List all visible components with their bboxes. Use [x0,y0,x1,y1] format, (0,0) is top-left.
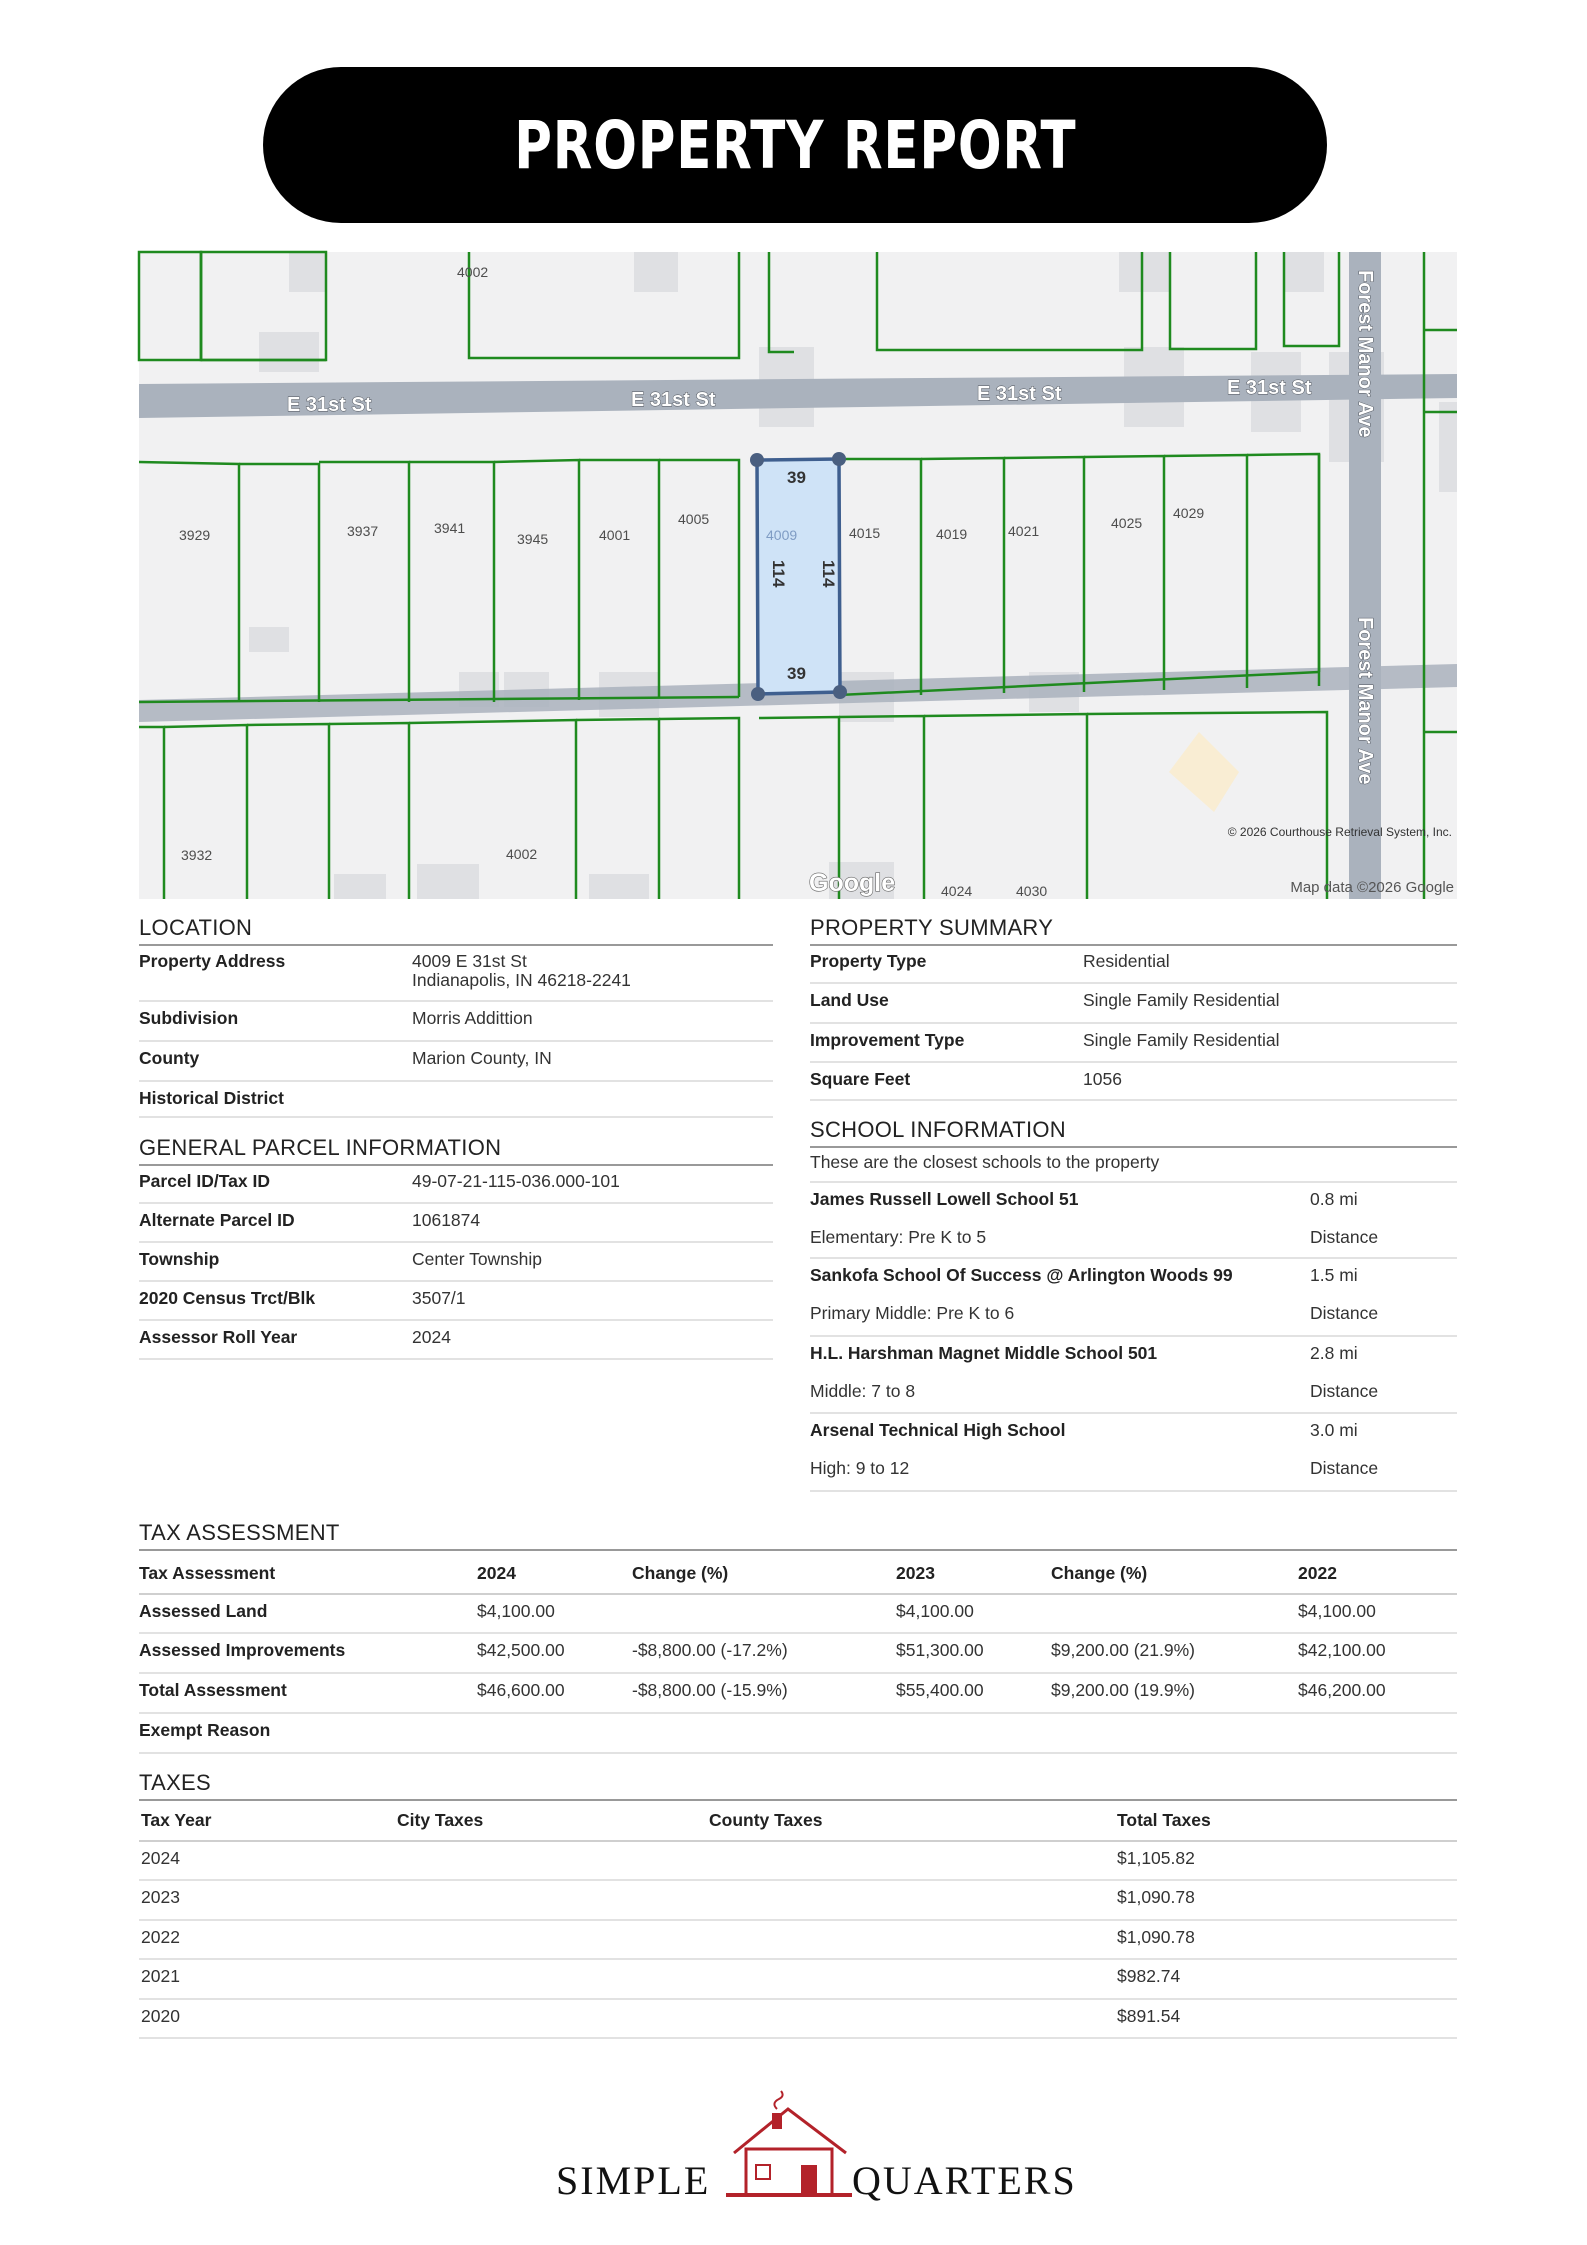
taxes-header [139,1800,1457,1842]
parcel-row [139,1204,773,1243]
parcel-row [139,1321,773,1360]
lot-number: 4029 [1173,505,1205,521]
school-name: H.L. Harshman Magnet Middle School 501 [810,1343,1158,1363]
summary-row [810,1024,1457,1063]
school-level-row [810,1375,1457,1414]
distance-label: Distance [1310,1381,1379,1401]
row-label: Parcel ID/Tax ID [139,1171,270,1191]
street-label: E 31st St [1227,377,1312,399]
lot-number: 4002 [457,264,489,280]
lot-number: 4024 [941,883,973,899]
row-value: 1061874 [412,1210,481,1230]
summary-row [810,1063,1457,1101]
school-name-row [810,1337,1457,1375]
street-label: Forest Manor Ave [1354,617,1376,785]
school-level-row [810,1297,1457,1337]
school-level: Elementary: Pre K to 5 [810,1227,987,1247]
dim-depth-left: 114 [769,560,788,588]
school-name: Arsenal Technical High School [810,1420,1066,1440]
parcel-map [139,252,1457,899]
column-header: 2024 [477,1563,516,1583]
lot-number: 4002 [506,846,538,862]
row-value: 1056 [1083,1069,1122,1089]
distance-label: Distance [1310,1303,1379,1323]
school-section-title: SCHOOL INFORMATION [810,1117,1457,1148]
lot-number: 3941 [434,520,466,536]
row-label: Assessor Roll Year [139,1327,298,1347]
distance-label: Distance [1310,1458,1379,1478]
map-data-credit: Map data ©2026 Google [1290,879,1454,896]
lot-number: 3929 [179,527,211,543]
school-level: High: 9 to 12 [810,1458,910,1478]
row-value: 49-07-21-115-036.000-101 [412,1171,620,1191]
row-label: Subdivision [139,1008,239,1028]
table-row: 2020 $891.54 [139,2000,1457,2039]
taxes-title: TAXES [139,1770,1457,1801]
school-name-row [810,1183,1457,1221]
school-level-row [810,1452,1457,1492]
simple-quarters-logo [556,2095,1077,2205]
table-row: Assessed Land $4,100.00 $4,100.00 $4,100.00 [139,1595,1457,1634]
summary-row [810,945,1457,984]
parcel-row [139,1243,773,1282]
column-header: 2023 [896,1563,935,1583]
row-value: Center Township [412,1249,543,1269]
row-value: 3507/1 [412,1288,466,1308]
location-section-title: LOCATION [139,915,773,946]
table-row: Total Assessment $46,600.00 -$8,800.00 (-15.9%) $55,400.00 $9,200.00 (19.9%) $46,200.00 [139,1674,1457,1714]
lot-number: 4005 [678,511,710,527]
row-label: Land Use [810,990,889,1010]
table-row: 2023 $1,090.78 [139,1881,1457,1921]
table-row: Exempt Reason [139,1714,1457,1754]
column-header: City Taxes [397,1810,484,1830]
school-distance: 3.0 mi [1310,1420,1358,1440]
street-label: Forest Manor Ave [1354,270,1376,438]
table-row: 2021 $982.74 [139,1960,1457,2000]
school-intro-text: These are the closest schools to the property [810,1152,1160,1172]
street-label: E 31st St [631,389,716,411]
school-name: James Russell Lowell School 51 [810,1189,1079,1209]
school-level: Primary Middle: Pre K to 6 [810,1303,1015,1323]
row-label: Property Address [139,951,286,971]
column-header: Total Taxes [1117,1810,1211,1830]
school-level: Middle: 7 to 8 [810,1381,916,1401]
street-label: E 31st St [287,394,372,416]
row-label: Improvement Type [810,1030,965,1050]
row-value: Single Family Residential [1083,990,1280,1010]
google-logo: Google [809,869,896,897]
lot-number: 4021 [1008,523,1040,539]
school-distance: 2.8 mi [1310,1343,1358,1363]
parcel-section-title: GENERAL PARCEL INFORMATION [139,1135,773,1166]
parcel-row [139,1282,773,1321]
row-label: 2020 Census Trct/Blk [139,1288,316,1308]
brand-simple: SIMPLE [556,2158,711,2203]
location-row [139,1002,773,1042]
school-name-row [810,1259,1457,1297]
column-header: 2022 [1298,1563,1337,1583]
school-name: Sankofa School Of Success @ Arlington Woods 99 [810,1265,1233,1285]
column-header: Change (%) [1051,1563,1148,1583]
school-distance: 0.8 mi [1310,1189,1358,1209]
dim-width-bottom: 39 [787,664,806,683]
column-header: Tax Year [141,1810,212,1830]
lot-number: 4025 [1111,515,1143,531]
row-value: Marion County, IN [412,1048,552,1068]
dim-width-top: 39 [787,468,806,487]
row-label: Square Feet [810,1069,911,1089]
table-row: 2022 $1,090.78 [139,1921,1457,1960]
location-row [139,945,773,1002]
street-label: E 31st St [977,383,1062,405]
school-intro [810,1147,1457,1183]
row-value: 2024 [412,1327,451,1347]
row-value: Single Family Residential [1083,1030,1280,1050]
lot-number: 4009 [766,527,798,543]
house-icon [726,2091,852,2195]
school-level-row [810,1221,1457,1259]
row-label: Township [139,1249,220,1269]
table-row: 2024 $1,105.82 [139,1842,1457,1881]
row-label: Property Type [810,951,927,971]
location-row [139,1082,773,1118]
school-distance: 1.5 mi [1310,1265,1358,1285]
column-header: Tax Assessment [139,1563,276,1583]
row-value: Morris Addittion [412,1008,533,1028]
row-label: County [139,1048,200,1068]
page-title: PROPERTY REPORT [513,106,1077,184]
lot-number: 4015 [849,525,881,541]
brand-quarters: QUARTERS [852,2158,1077,2203]
table-row: Assessed Improvements $42,500.00 -$8,800.00 (-17.2%) $51,300.00 $9,200.00 (21.9%) $42,100.00 [139,1634,1457,1674]
school-name-row [810,1414,1457,1452]
lot-number: 3945 [517,531,549,547]
row-label: Alternate Parcel ID [139,1210,295,1230]
summary-row [810,984,1457,1024]
lot-number: 3932 [181,847,213,863]
row-value: Residential [1083,951,1170,971]
lot-number: 4001 [599,527,631,543]
distance-label: Distance [1310,1227,1379,1247]
row-value-line2: Indianapolis, IN 46218-2241 [412,970,631,990]
lot-number: 4030 [1016,883,1048,899]
map-copyright: © 2026 Courthouse Retrieval System, Inc. [1227,825,1452,839]
row-label: Historical District [139,1088,284,1108]
lot-number: 3937 [347,523,379,539]
dim-depth-right: 114 [819,560,838,588]
location-row [139,1042,773,1082]
summary-section-title: PROPERTY SUMMARY [810,915,1457,946]
tax-assessment-header [139,1553,1457,1595]
tax-assessment-title: TAX ASSESSMENT [139,1520,1457,1551]
parcel-row [139,1165,773,1204]
lot-number: 4019 [936,526,968,542]
row-value: 4009 E 31st St [412,951,527,971]
report-title-bar [263,67,1327,223]
column-header: Change (%) [632,1563,729,1583]
column-header: County Taxes [709,1810,823,1830]
